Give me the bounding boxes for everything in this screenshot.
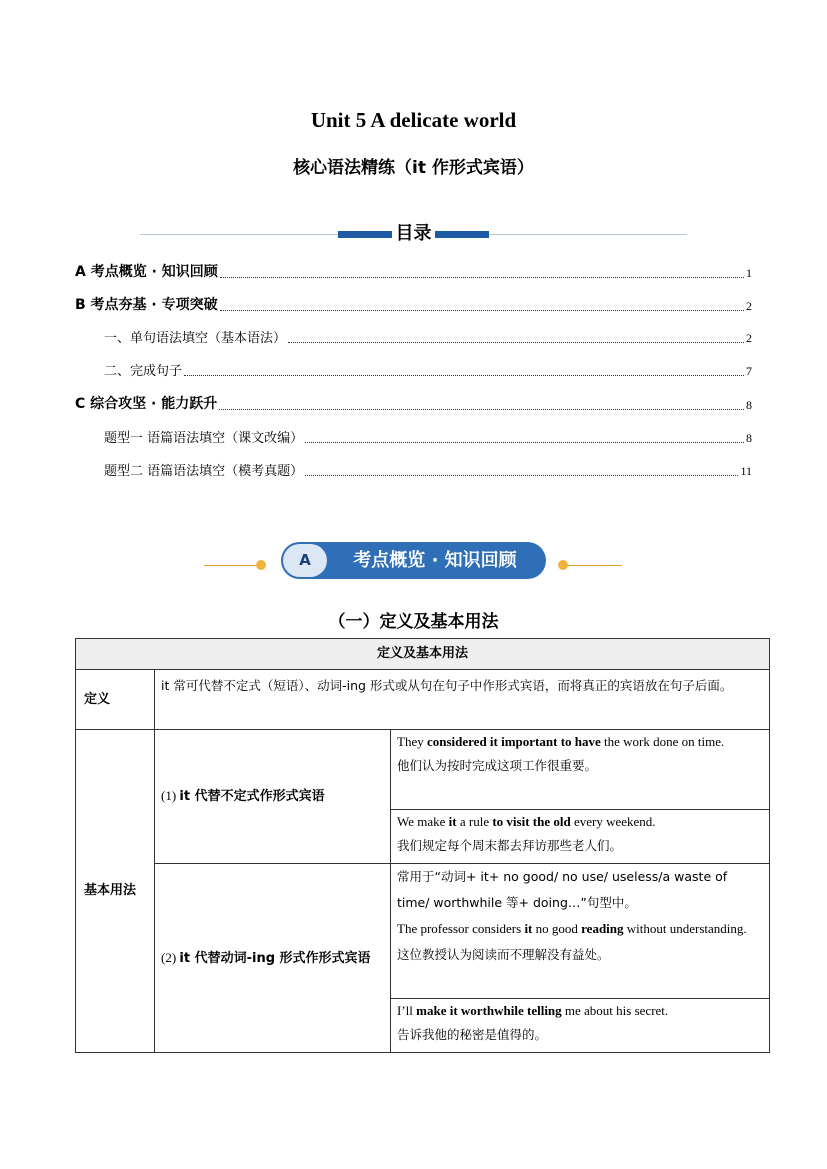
banner-dot-left bbox=[256, 560, 266, 570]
banner-line-right bbox=[560, 565, 622, 566]
toc-item[interactable] bbox=[104, 460, 752, 479]
usage-1-example-2 bbox=[391, 810, 770, 864]
toc-item-label: B 考点夯基 · 专项突破 bbox=[75, 297, 218, 313]
toc-bar-right bbox=[435, 231, 489, 238]
toc-leader bbox=[305, 442, 744, 443]
example-text: every weekend. bbox=[570, 814, 656, 829]
toc-item-page: 8 bbox=[746, 431, 752, 445]
toc-item-page: 7 bbox=[746, 364, 752, 378]
toc-item-page: 11 bbox=[740, 464, 752, 478]
definition-text: it 常可代替不定式（短语）、动词-ing 形式或从句在句子中作形式宾语，而将真正的宾语放在句子后面。 bbox=[155, 670, 770, 730]
toc-item[interactable] bbox=[75, 393, 752, 413]
example-keyword: to visit the old bbox=[492, 814, 571, 829]
usage-2-prefix: (2) bbox=[161, 949, 180, 965]
example-text: without understanding. bbox=[623, 921, 747, 936]
example-keyword: it bbox=[524, 921, 533, 936]
example-keyword: considered it important to have bbox=[426, 734, 601, 749]
example-text: They bbox=[397, 734, 427, 749]
example-translation: 他们认为按时完成这项工作很重要。 bbox=[397, 758, 598, 773]
toc-leader bbox=[219, 409, 744, 410]
example-text: me about his secret. bbox=[561, 1003, 669, 1018]
page-subtitle: 核心语法精练（it 作形式宾语） bbox=[293, 158, 534, 178]
page-title: Unit 5 A delicate world bbox=[310, 108, 517, 132]
usage-1-title-text: it 代替不定式作形式宾语 bbox=[179, 789, 325, 804]
banner-text: 考点概览 · 知识回顾 bbox=[353, 550, 517, 571]
example-text: a rule bbox=[456, 814, 493, 829]
toc-bar-left bbox=[338, 231, 392, 238]
usage-2-example-1 bbox=[391, 864, 770, 999]
section-heading: （一）定义及基本用法 bbox=[328, 612, 499, 632]
toc-title: 目录 bbox=[392, 219, 435, 245]
toc-leader bbox=[220, 310, 744, 311]
table-row bbox=[76, 670, 770, 730]
grammar-table bbox=[75, 638, 770, 1053]
banner-line-left bbox=[204, 565, 262, 566]
usage-2-example-2 bbox=[391, 999, 770, 1053]
toc-item-page: 8 bbox=[746, 398, 752, 412]
usage-2-note: 常用于“动词+ it+ no good/ no use/ useless/a waste of time/ worthwhile 等+ doing…”句型中。 bbox=[397, 869, 728, 910]
toc-leader bbox=[288, 342, 744, 343]
example-keyword: reading bbox=[581, 921, 624, 936]
banner-dot-right bbox=[558, 560, 568, 570]
example-text: I’ll bbox=[397, 1003, 417, 1018]
example-text: the work done on time. bbox=[600, 734, 725, 749]
toc-item-label: A 考点概览 · 知识回顾 bbox=[75, 264, 218, 280]
usage-1-title bbox=[155, 730, 391, 864]
definition-label: 定义 bbox=[76, 670, 155, 730]
usage-label: 基本用法 bbox=[76, 730, 155, 1053]
example-keyword: it bbox=[448, 814, 457, 829]
toc-item-page: 1 bbox=[746, 266, 752, 280]
toc-leader bbox=[220, 277, 744, 278]
toc-item[interactable] bbox=[104, 427, 752, 446]
example-text: The professor considers bbox=[397, 921, 525, 936]
table-header-row bbox=[76, 639, 770, 670]
toc-leader bbox=[184, 375, 744, 376]
toc-item[interactable] bbox=[104, 327, 752, 346]
toc-item-label: 一、单句语法填空（基本语法） bbox=[104, 331, 287, 346]
toc-leader bbox=[305, 475, 738, 476]
example-text: no good bbox=[532, 921, 582, 936]
toc-item-page: 2 bbox=[746, 299, 752, 313]
banner-letter: A bbox=[299, 551, 311, 569]
toc-item-label: C 综合攻坚 · 能力跃升 bbox=[75, 396, 218, 412]
usage-2-title bbox=[155, 864, 391, 1053]
toc-item[interactable] bbox=[75, 294, 752, 314]
toc-item-label: 二、完成句子 bbox=[104, 364, 183, 379]
table-row bbox=[76, 730, 770, 810]
example-translation: 告诉我他的秘密是值得的。 bbox=[397, 1027, 548, 1042]
usage-2-title-text: it 代替动词-ing 形式作形式宾语 bbox=[179, 950, 371, 966]
toc-item[interactable] bbox=[75, 261, 752, 281]
toc-item-label: 题型一 语篇语法填空（课文改编） bbox=[104, 431, 304, 446]
table-row bbox=[76, 864, 770, 999]
toc-item-label: 题型二 语篇语法填空（模考真题） bbox=[104, 464, 304, 479]
example-text: We make bbox=[397, 814, 449, 829]
example-translation: 我们规定每个周末都去拜访那些老人们。 bbox=[397, 838, 623, 853]
example-keyword: make it worthwhile telling bbox=[416, 1003, 562, 1018]
example-translation: 这位教授认为阅读而不理解没有益处。 bbox=[397, 947, 610, 962]
table-header: 定义及基本用法 bbox=[76, 639, 770, 670]
usage-1-example-1 bbox=[391, 730, 770, 810]
usage-1-prefix: (1) bbox=[161, 788, 180, 803]
toc-item-page: 2 bbox=[746, 331, 752, 345]
toc-item[interactable] bbox=[104, 360, 752, 379]
